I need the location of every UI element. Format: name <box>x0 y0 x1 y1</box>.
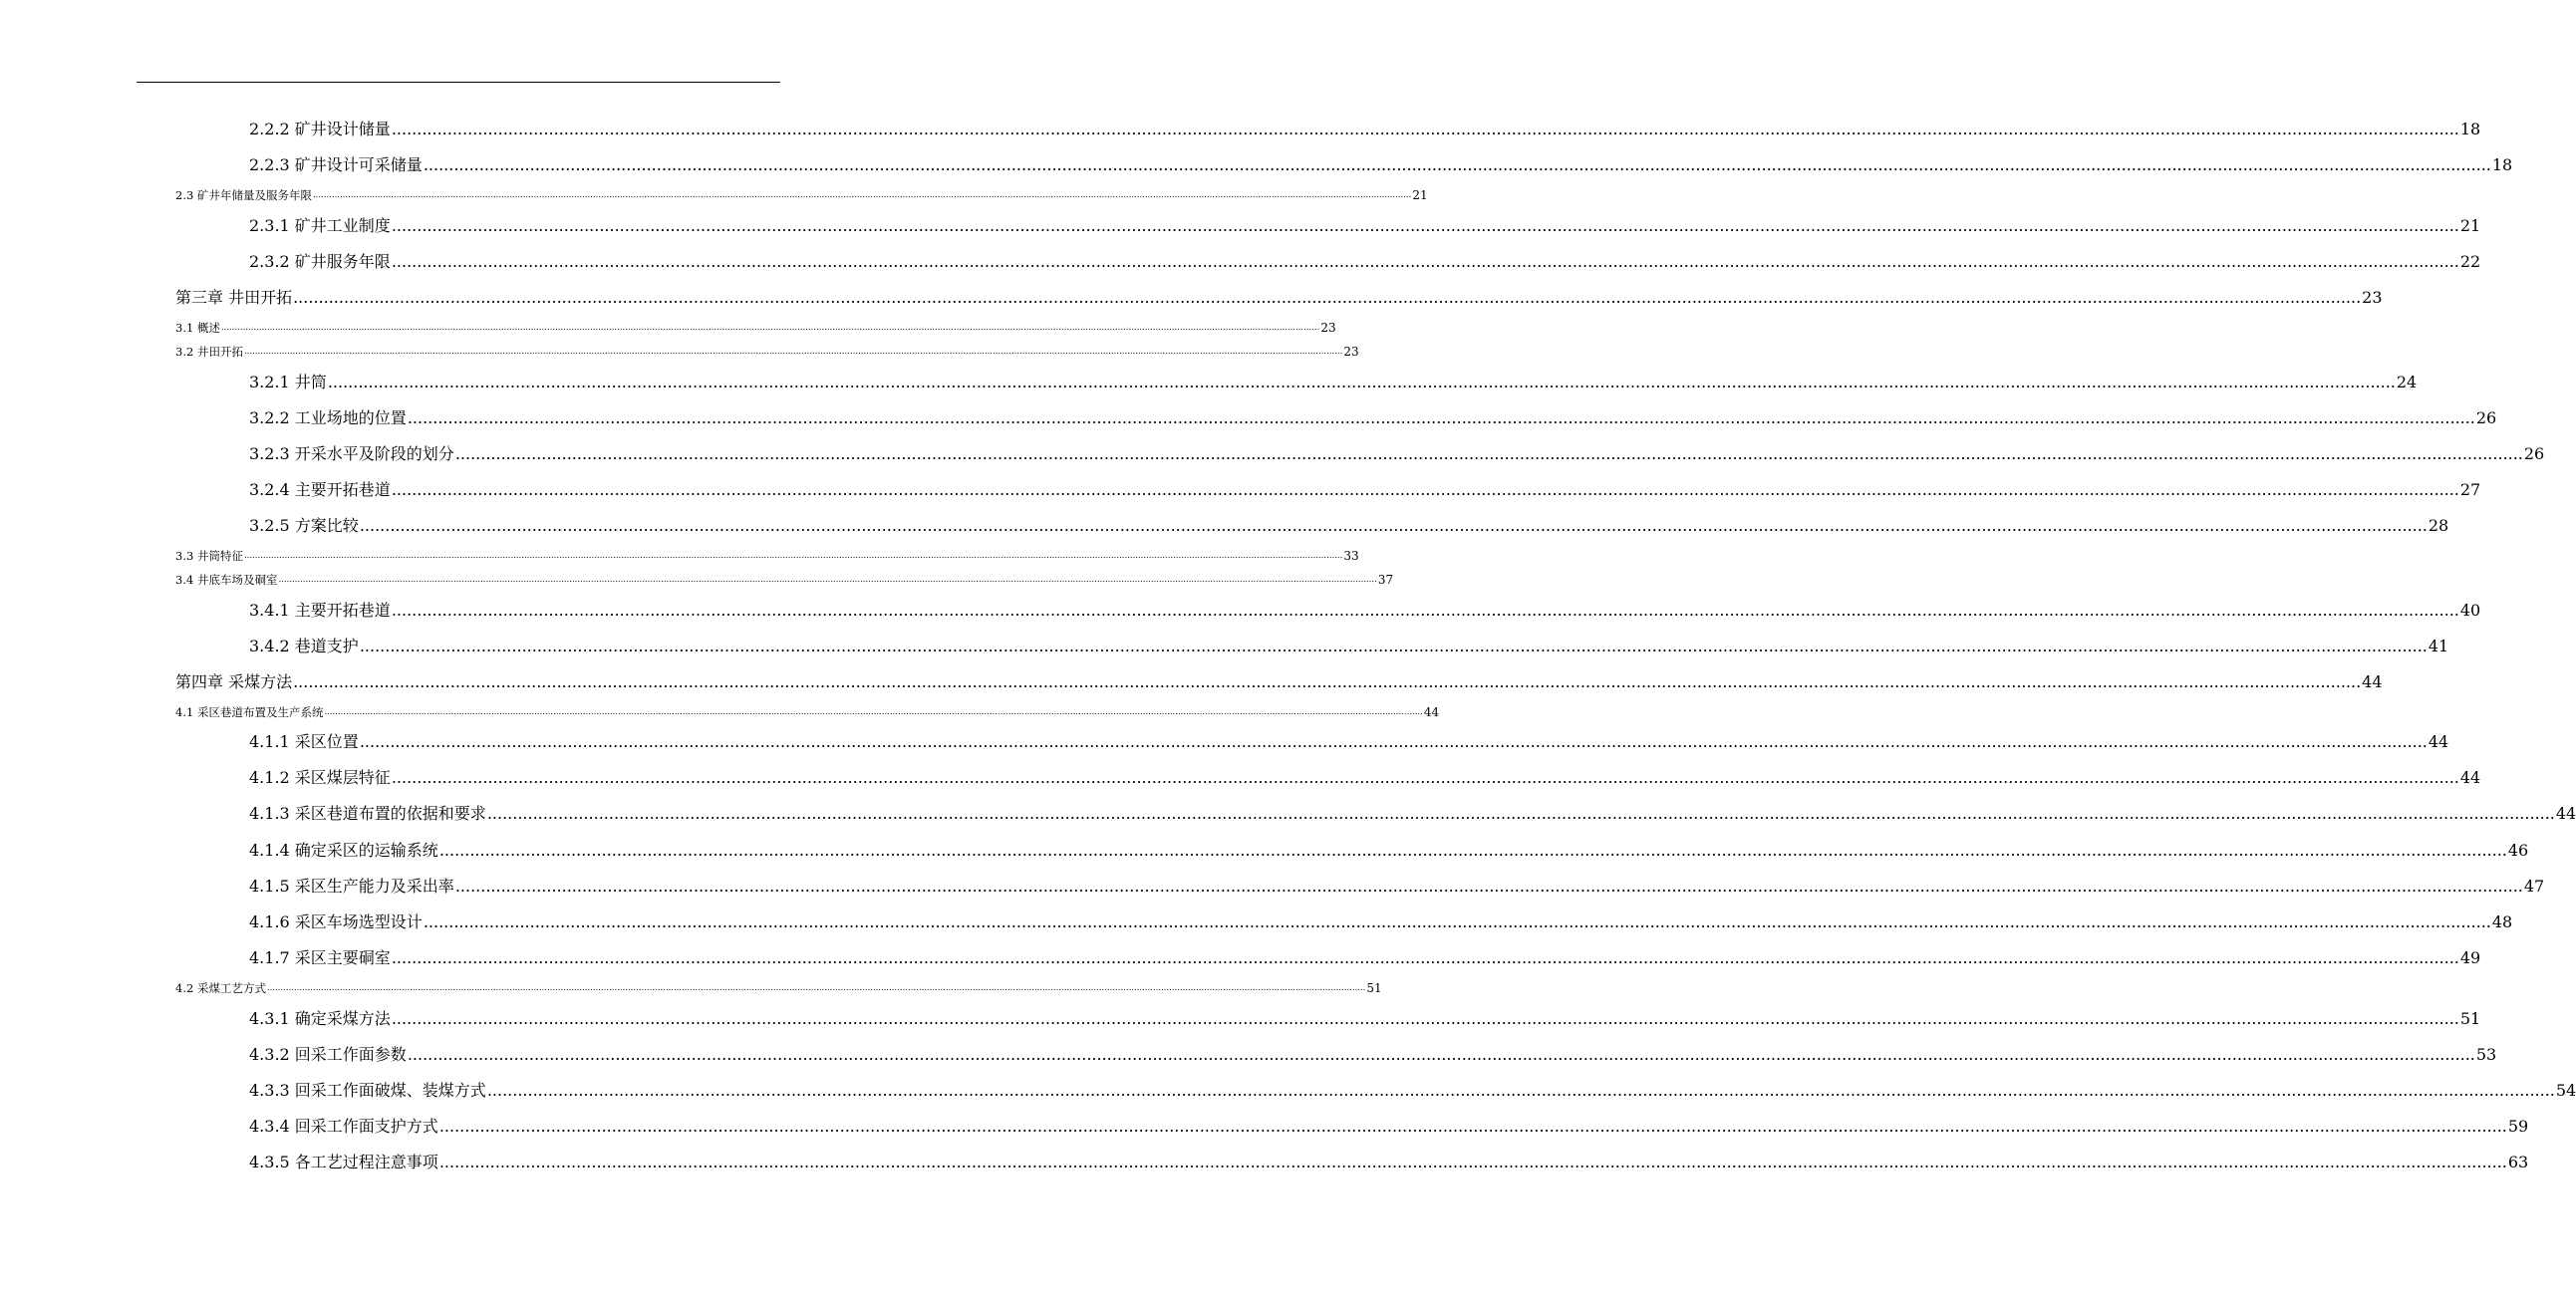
toc-entry-title: 3.3 井筒特征 <box>175 549 243 563</box>
toc-page-number: 22 <box>2459 252 2481 271</box>
toc-entry-title: 3.2.3 开采水平及阶段的划分 <box>249 444 454 463</box>
toc-entry[interactable] <box>249 443 2545 465</box>
toc-page-number: 18 <box>2491 155 2513 174</box>
toc-page-number: 26 <box>2523 444 2545 463</box>
toc-page-number: 48 <box>2491 912 2513 931</box>
toc-page-number: 23 <box>1343 345 1359 359</box>
toc-entry[interactable] <box>249 407 2497 429</box>
toc-page-number: 23 <box>2362 288 2383 307</box>
toc-page-number: 49 <box>2459 948 2481 967</box>
toc-entry[interactable] <box>249 731 2449 753</box>
toc-leader-dots: ........................................................................................................................................................................................................................................................................................................................................................................................................................ <box>324 707 1423 717</box>
toc-page-number: 59 <box>2507 1117 2529 1136</box>
toc-leader-dots: ........................................................................................................................................................................................................................................................................................................................................................................................................................ <box>454 877 2523 896</box>
toc-entry[interactable] <box>249 154 2513 176</box>
toc-entry[interactable] <box>249 1080 2576 1102</box>
toc-page-number: 44 <box>2555 804 2576 823</box>
toc-entry-title: 4.1.6 采区车场选型设计 <box>249 912 423 931</box>
toc-entry[interactable] <box>175 548 1359 564</box>
toc-page-number: 63 <box>2507 1153 2529 1171</box>
toc-entry[interactable] <box>249 251 2481 273</box>
toc-entry[interactable] <box>249 600 2481 622</box>
toc-page-number: 46 <box>2507 841 2529 860</box>
toc-leader-dots: ........................................................................................................................................................................................................................................................................................................................................................................................................................ <box>266 983 1366 993</box>
toc-leader-dots: ........................................................................................................................................................................................................................................................................................................................................................................................................................ <box>391 948 2459 967</box>
toc-leader-dots: ........................................................................................................................................................................................................................................................................................................................................................................................................................ <box>438 1117 2507 1136</box>
toc-page-number: 27 <box>2459 480 2481 499</box>
toc-leader-dots: ........................................................................................................................................................................................................................................................................................................................................................................................................................ <box>391 1009 2459 1028</box>
toc-entry-title: 4.3.5 各工艺过程注意事项 <box>249 1153 438 1171</box>
toc-entry[interactable] <box>249 636 2449 657</box>
toc-entry[interactable] <box>249 1152 2529 1173</box>
toc-page-number: 37 <box>1377 573 1394 587</box>
toc-page-number: 21 <box>2459 216 2481 235</box>
toc-entry[interactable] <box>249 479 2481 501</box>
toc-entry-title: 4.2 采煤工艺方式 <box>175 981 266 995</box>
toc-entry-title: 3.2.4 主要开拓巷道 <box>249 480 391 499</box>
toc-page-number: 44 <box>2428 732 2449 751</box>
toc-entry[interactable] <box>249 515 2449 537</box>
toc-entry[interactable] <box>249 947 2481 969</box>
toc-entry[interactable] <box>249 1008 2481 1030</box>
toc-entry-title: 2.3 矿井年储量及服务年限 <box>175 188 312 202</box>
toc-entry[interactable] <box>249 911 2513 933</box>
toc-entry-title: 2.2.2 矿井设计储量 <box>249 120 391 138</box>
toc-leader-dots: ........................................................................................................................................................................................................................................................................................................................................................................................................................ <box>391 768 2459 787</box>
toc-entry-title: 3.2.2 工业场地的位置 <box>249 408 407 427</box>
toc-leader-dots: ........................................................................................................................................................................................................................................................................................................................................................................................................................ <box>423 155 2491 174</box>
toc-entry[interactable] <box>249 840 2529 862</box>
toc-entry-title: 4.3.1 确定采煤方法 <box>249 1009 391 1028</box>
toc-leader-dots: ........................................................................................................................................................................................................................................................................................................................................................................................................................ <box>407 408 2475 427</box>
toc-entry-title: 4.1.7 采区主要硐室 <box>249 948 391 967</box>
toc-entry-title: 4.3.3 回采工作面破煤、装煤方式 <box>249 1081 486 1100</box>
toc-entry-title: 4.1 采区巷道布置及生产系统 <box>175 705 324 719</box>
toc-page-number: 51 <box>2459 1009 2481 1028</box>
toc-entry[interactable] <box>175 187 1428 203</box>
toc-entry[interactable] <box>175 287 2383 309</box>
toc-leader-dots: ........................................................................................................................................................................................................................................................................................................................................................................................................................ <box>454 444 2523 463</box>
toc-leader-dots: ........................................................................................................................................................................................................................................................................................................................................................................................................................ <box>438 841 2507 860</box>
toc-leader-dots: ........................................................................................................................................................................................................................................................................................................................................................................................................................ <box>407 1045 2475 1064</box>
toc-leader-dots: ........................................................................................................................................................................................................................................................................................................................................................................................................................ <box>391 601 2459 620</box>
toc-leader-dots: ........................................................................................................................................................................................................................................................................................................................................................................................................................ <box>243 347 1343 357</box>
toc-leader-dots: ........................................................................................................................................................................................................................................................................................................................................................................................................................ <box>391 216 2459 235</box>
toc-page-number: 23 <box>1320 321 1336 335</box>
toc-entry-title: 4.3.4 回采工作面支护方式 <box>249 1117 438 1136</box>
toc-page-number: 26 <box>2475 408 2497 427</box>
toc-page-number: 44 <box>2459 768 2481 787</box>
toc-entry-title: 3.2 井田开拓 <box>175 345 243 359</box>
toc-entry[interactable] <box>175 320 1336 336</box>
toc-entry-title: 3.4.2 巷道支护 <box>249 637 359 655</box>
toc-page-number: 40 <box>2459 601 2481 620</box>
toc-entry-title: 4.3.2 回采工作面参数 <box>249 1045 407 1064</box>
toc-entry[interactable] <box>249 803 2576 825</box>
toc-entry[interactable] <box>249 767 2481 789</box>
toc-page-number: 44 <box>1423 705 1440 719</box>
toc-entry-title: 4.1.4 确定采区的运输系统 <box>249 841 438 860</box>
toc-leader-dots: ........................................................................................................................................................................................................................................................................................................................................................................................................................ <box>312 190 1412 200</box>
toc-leader-dots: ........................................................................................................................................................................................................................................................................................................................................................................................................................ <box>486 1081 2555 1100</box>
toc-leader-dots: ........................................................................................................................................................................................................................................................................................................................................................................................................................ <box>359 516 2428 535</box>
toc-leader-dots: ........................................................................................................................................................................................................................................................................................................................................................................................................................ <box>359 732 2428 751</box>
toc-leader-dots: ........................................................................................................................................................................................................................................................................................................................................................................................................................ <box>359 637 2428 655</box>
toc-leader-dots: ........................................................................................................................................................................................................................................................................................................................................................................................................................ <box>391 480 2459 499</box>
toc-entry-title: 2.3.1 矿井工业制度 <box>249 216 391 235</box>
toc-entry[interactable] <box>249 876 2545 898</box>
toc-leader-dots: ........................................................................................................................................................................................................................................................................................................................................................................................................................ <box>220 323 1320 333</box>
toc-leader-dots: ........................................................................................................................................................................................................................................................................................................................................................................................................................ <box>327 373 2396 391</box>
toc-entry-title: 4.1.5 采区生产能力及采出率 <box>249 877 454 896</box>
toc-leader-dots: ........................................................................................................................................................................................................................................................................................................................................................................................................................ <box>293 672 2362 691</box>
toc-entry-title: 4.1.2 采区煤层特征 <box>249 768 391 787</box>
toc-page-number: 28 <box>2428 516 2449 535</box>
toc-entry-title: 3.2.5 方案比较 <box>249 516 359 535</box>
toc-leader-dots: ........................................................................................................................................................................................................................................................................................................................................................................................................................ <box>243 551 1343 561</box>
toc-entry[interactable] <box>249 372 2418 393</box>
toc-page-number: 54 <box>2555 1081 2576 1100</box>
toc-leader-dots: ........................................................................................................................................................................................................................................................................................................................................................................................................................ <box>391 252 2459 271</box>
toc-page-number: 41 <box>2428 637 2449 655</box>
toc-entry[interactable] <box>249 215 2481 237</box>
toc-page-number: 21 <box>1412 188 1428 202</box>
toc-entry[interactable] <box>175 704 1440 720</box>
toc-leader-dots: ........................................................................................................................................................................................................................................................................................................................................................................................................................ <box>278 575 1377 585</box>
toc-entry[interactable] <box>249 119 2481 140</box>
toc-entry[interactable] <box>175 671 2383 693</box>
toc-entry-title: 3.1 概述 <box>175 321 220 335</box>
toc-entry-title: 3.4 井底车场及硐室 <box>175 573 278 587</box>
toc-entry-title: 4.1.3 采区巷道布置的依据和要求 <box>249 804 486 823</box>
toc-entry[interactable] <box>175 572 1394 588</box>
toc-entry[interactable] <box>249 1044 2497 1066</box>
toc-entry-title: 2.2.3 矿井设计可采储量 <box>249 155 423 174</box>
toc-entry-title: 3.4.1 主要开拓巷道 <box>249 601 391 620</box>
toc-page-number: 24 <box>2396 373 2418 391</box>
toc-entry-title: 2.3.2 矿井服务年限 <box>249 252 391 271</box>
toc-page-number: 33 <box>1343 549 1359 563</box>
toc-page-number: 53 <box>2475 1045 2497 1064</box>
toc-page-number: 47 <box>2523 877 2545 896</box>
toc-leader-dots: ........................................................................................................................................................................................................................................................................................................................................................................................................................ <box>423 912 2491 931</box>
toc-entry[interactable] <box>175 980 1382 996</box>
toc-page-number: 51 <box>1366 981 1382 995</box>
toc-entry-title: 第四章 采煤方法 <box>175 672 293 691</box>
toc-leader-dots: ........................................................................................................................................................................................................................................................................................................................................................................................................................ <box>486 804 2555 823</box>
toc-entry-title: 第三章 井田开拓 <box>175 288 293 307</box>
toc-page-number: 44 <box>2362 672 2383 691</box>
toc-leader-dots: ........................................................................................................................................................................................................................................................................................................................................................................................................................ <box>438 1153 2507 1171</box>
toc-leader-dots: ........................................................................................................................................................................................................................................................................................................................................................................................................................ <box>293 288 2362 307</box>
toc-page-number: 18 <box>2459 120 2481 138</box>
toc-entry[interactable] <box>249 1116 2529 1138</box>
toc-leader-dots: ........................................................................................................................................................................................................................................................................................................................................................................................................................ <box>391 120 2459 138</box>
toc-entry[interactable] <box>175 344 1359 360</box>
toc-entry-title: 4.1.1 采区位置 <box>249 732 359 751</box>
toc-entry-title: 3.2.1 井筒 <box>249 373 327 391</box>
